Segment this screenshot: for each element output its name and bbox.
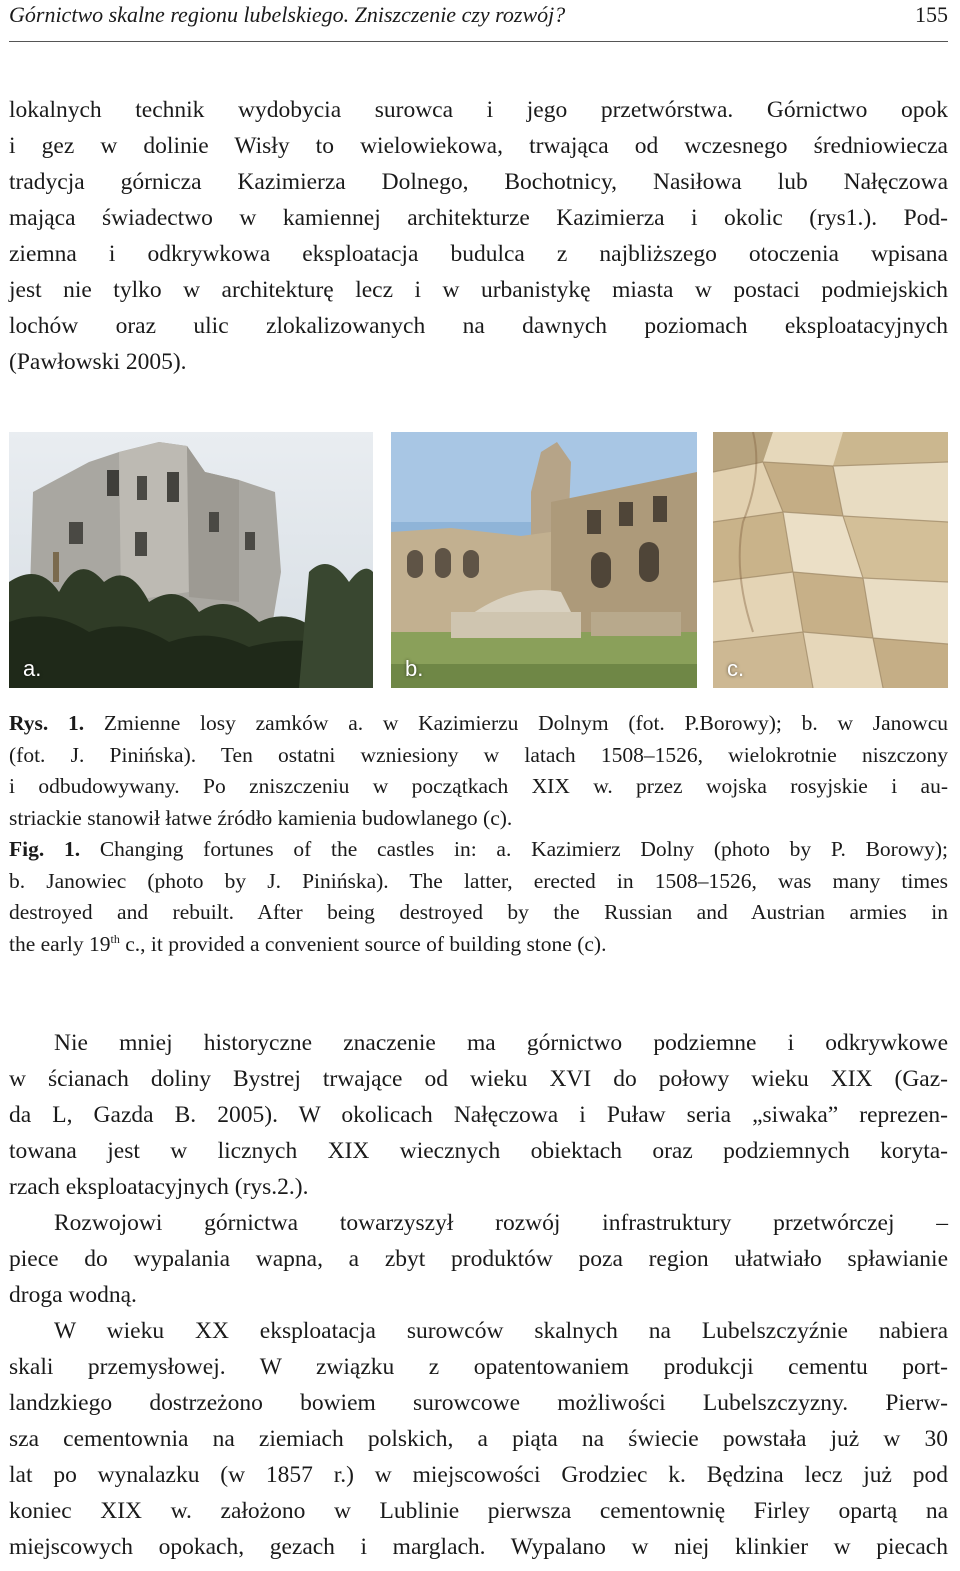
text-line: lochów oraz ulic zlokalizowanych na dawnych poziomach eksploatacyjnych	[9, 313, 948, 339]
photo-stone-wall	[713, 432, 948, 688]
text-line: W wieku XX eksploatacja surowców skalnych na Lubelszczyźnie nabiera	[54, 1318, 948, 1344]
text-line: w ścianach doliny Bystrej trwające od wieku XVI do połowy wieku XIX (Gaz-	[9, 1066, 948, 1092]
running-title: Górnictwo skalne regionu lubelskiego. Zniszczenie czy rozwój?	[9, 2, 566, 27]
text-line: lat po wynalazku (w 1857 r.) w miejscowości Grodziec k. Będzina lecz już pod	[9, 1462, 948, 1488]
text-line: skali przemysłowej. W związku z opatentowaniem produkcji cementu port-	[9, 1354, 948, 1380]
text-line: miejscowych opokach, gezach i marglach. Wypalano w niej klinkier w piecach	[9, 1534, 948, 1560]
text-line: piece do wypalania wapna, a zbyt produktów poza region ułatwiało spławianie	[9, 1246, 948, 1272]
text-line: droga wodną.	[9, 1282, 137, 1308]
caption-pl-line	[9, 708, 948, 740]
figure-label-b: b.	[405, 656, 424, 681]
caption-en-text: c., it provided a convenient source of building stone (c).	[119, 931, 607, 956]
intro-paragraph	[9, 92, 948, 380]
body-text	[9, 1025, 948, 1565]
text-line: tradycja górnicza Kazimierza Dolnego, Bochotnicy, Nasiłowa lub Nałęczowa	[9, 169, 948, 195]
figure-caption	[9, 708, 948, 960]
text-line: Nie mniej historyczne znaczenie ma górnictwo podziemne i odkrywkowe	[54, 1030, 948, 1056]
caption-pl-text: Zmienne losy zamków a. w Kazimierzu Dolnym (fot. P.Borowy); b. w Janowcu	[84, 711, 948, 735]
photo-janowiec-castle	[391, 432, 697, 688]
text-line: da L, Gazda B. 2005). W okolicach Nałęczowa i Puław seria „siwaka” reprezen-	[9, 1102, 948, 1128]
caption-en-line	[9, 929, 948, 961]
text-line: sza cementownia na ziemiach polskich, a piąta na świecie powstała już w 30	[9, 1426, 948, 1452]
page-number: 155	[915, 2, 948, 27]
caption-en-line: b. Janowiec (photo by J. Pinińska). The latter, erected in 1508–1526, was many times	[9, 868, 948, 893]
superscript: th	[110, 931, 120, 946]
running-header	[9, 0, 948, 42]
caption-pl-line: i odbudowywany. Po zniszczeniu w początkach XIX w. przez wojska rosyjskie i au-	[9, 774, 948, 798]
text-line: jest nie tylko w architekturę lecz i w urbanistykę miasta w postaci podmiejskich	[9, 277, 948, 303]
caption-pl-label: Rys. 1.	[9, 711, 85, 735]
text-line: mająca świadectwo w kamiennej architekturze Kazimierza i okolic (rys1.). Pod-	[9, 205, 948, 231]
caption-en-line	[9, 834, 948, 866]
text-line: towana jest w licznych XIX wiecznych obiektach oraz podziemnych koryta-	[9, 1138, 948, 1164]
figure-label-c: c.	[727, 656, 745, 681]
caption-en-text: Changing fortunes of the castles in: a. Kazimierz Dolny (photo by P. Borowy);	[80, 837, 948, 861]
text-line: rzach eksploatacyjnych (rys.2.).	[9, 1174, 309, 1200]
text-line: (Pawłowski 2005).	[9, 349, 187, 375]
caption-pl-line: striackie stanowił łatwe źródło kamienia budowlanego (c).	[9, 805, 513, 830]
figure-label-a: a.	[23, 656, 42, 681]
caption-en-label: Fig. 1.	[9, 837, 81, 861]
figure-castles	[9, 432, 948, 688]
text-line: i gez w dolinie Wisły to wielowiekowa, trwająca od wczesnego średniowiecza	[9, 133, 948, 159]
text-line: ziemna i odkrywkowa eksploatacja budulca z najbliższego otoczenia wpisana	[9, 241, 948, 267]
text-line: landzkiego dostrzeżono bowiem surowcowe możliwości Lubelszczyzny. Pierw-	[9, 1390, 948, 1416]
text-line: lokalnych technik wydobycia surowca i jego przetwórstwa. Górnictwo opok	[9, 97, 948, 123]
header-rule	[9, 41, 948, 42]
caption-en-text: the early 19	[9, 931, 111, 956]
photo-kazimierz-castle	[9, 432, 373, 688]
text-line: koniec XIX w. założono w Lublinie pierwsza cementownię Firley opartą na	[9, 1498, 948, 1524]
caption-en-line: destroyed and rebuilt. After being destroyed by the Russian and Austrian armies in	[9, 900, 948, 924]
caption-pl-line: (fot. J. Pinińska). Ten ostatni wzniesiony w latach 1508–1526, wielokrotnie niszczony	[9, 742, 948, 767]
text-line: Rozwojowi górnictwa towarzyszył rozwój infrastruktury przetwórczej –	[54, 1210, 948, 1236]
